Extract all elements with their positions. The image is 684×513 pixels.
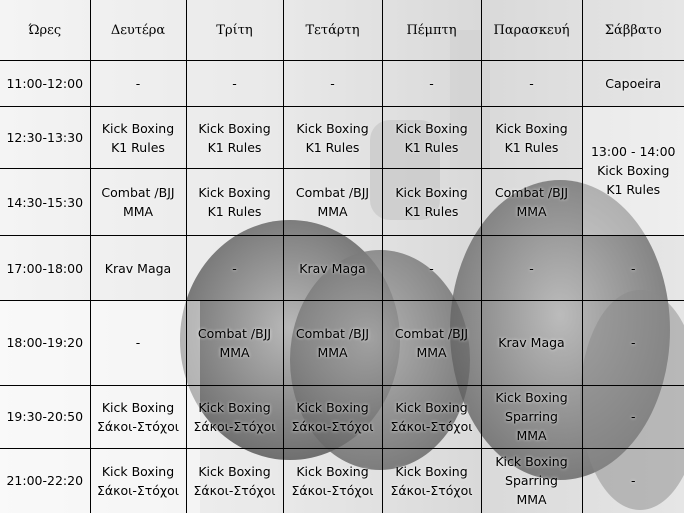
class-cell: Kick Boxing Σάκοι-Στόχοι — [90, 448, 186, 513]
class-cell: Kick Boxing K1 Rules — [90, 107, 186, 169]
class-cell: Kick Boxing Σάκοι-Στόχοι — [382, 385, 481, 448]
class-cell: - — [90, 301, 186, 385]
table-row — [0, 169, 684, 236]
class-cell: Capoeira — [582, 61, 684, 107]
class-cell: - — [582, 235, 684, 300]
class-cell: Combat /BJJ MMA — [283, 169, 382, 236]
class-cell: Kick Boxing Σάκοι-Στόχοι — [283, 385, 382, 448]
class-cell: Kick Boxing K1 Rules — [382, 169, 481, 236]
class-cell: - — [481, 61, 582, 107]
table-row — [0, 385, 684, 448]
class-cell: - — [582, 448, 684, 513]
class-cell: Combat /BJJ MMA — [186, 301, 283, 385]
time-cell: 17:00-18:00 — [0, 235, 90, 300]
class-cell: Combat /BJJ MMA — [382, 301, 481, 385]
header-thursday: Πέμπτη — [382, 0, 481, 61]
header-saturday: Σάββατο — [582, 0, 684, 61]
class-cell: Kick Boxing Σάκοι-Στόχοι — [283, 448, 382, 513]
header-tuesday: Τρίτη — [186, 0, 283, 61]
header-monday: Δευτέρα — [90, 0, 186, 61]
table-row — [0, 235, 684, 300]
class-cell: Kick Boxing Sparring MMA — [481, 448, 582, 513]
class-cell: - — [582, 385, 684, 448]
time-cell: 14:30-15:30 — [0, 169, 90, 236]
time-cell: 11:00-12:00 — [0, 61, 90, 107]
class-cell: - — [582, 301, 684, 385]
table-row — [0, 301, 684, 385]
header-row — [0, 0, 684, 61]
time-cell: 21:00-22:20 — [0, 448, 90, 513]
table-row — [0, 448, 684, 513]
class-cell: Kick Boxing K1 Rules — [481, 107, 582, 169]
class-cell: Krav Maga — [90, 235, 186, 300]
class-cell: - — [382, 235, 481, 300]
class-cell: Combat /BJJ MMA — [283, 301, 382, 385]
saturday-merged-cell: 13:00 - 14:00 Kick Boxing K1 Rules — [582, 107, 684, 236]
class-cell: - — [283, 61, 382, 107]
header-wednesday: Τετάρτη — [283, 0, 382, 61]
class-cell: - — [481, 235, 582, 300]
class-cell: Combat /BJJ MMA — [481, 169, 582, 236]
class-cell: Krav Maga — [481, 301, 582, 385]
class-cell: Krav Maga — [283, 235, 382, 300]
table-row — [0, 61, 684, 107]
time-cell: 12:30-13:30 — [0, 107, 90, 169]
class-cell: Kick Boxing K1 Rules — [186, 169, 283, 236]
class-cell: - — [90, 61, 186, 107]
class-cell: - — [186, 61, 283, 107]
time-cell: 19:30-20:50 — [0, 385, 90, 448]
table-row — [0, 107, 684, 169]
class-cell: Kick Boxing Σάκοι-Στόχοι — [186, 385, 283, 448]
class-cell: Kick Boxing K1 Rules — [186, 107, 283, 169]
class-cell: Kick Boxing Sparring MMA — [481, 385, 582, 448]
header-hours: Ώρες — [0, 0, 90, 61]
header-friday: Παρασκευή — [481, 0, 582, 61]
class-cell: Kick Boxing K1 Rules — [382, 107, 481, 169]
class-cell: Combat /BJJ MMA — [90, 169, 186, 236]
time-cell: 18:00-19:20 — [0, 301, 90, 385]
class-cell: Kick Boxing Σάκοι-Στόχοι — [382, 448, 481, 513]
class-cell: - — [382, 61, 481, 107]
class-cell: - — [186, 235, 283, 300]
class-cell: Kick Boxing K1 Rules — [283, 107, 382, 169]
class-cell: Kick Boxing Σάκοι-Στόχοι — [90, 385, 186, 448]
class-cell: Kick Boxing Σάκοι-Στόχοι — [186, 448, 283, 513]
